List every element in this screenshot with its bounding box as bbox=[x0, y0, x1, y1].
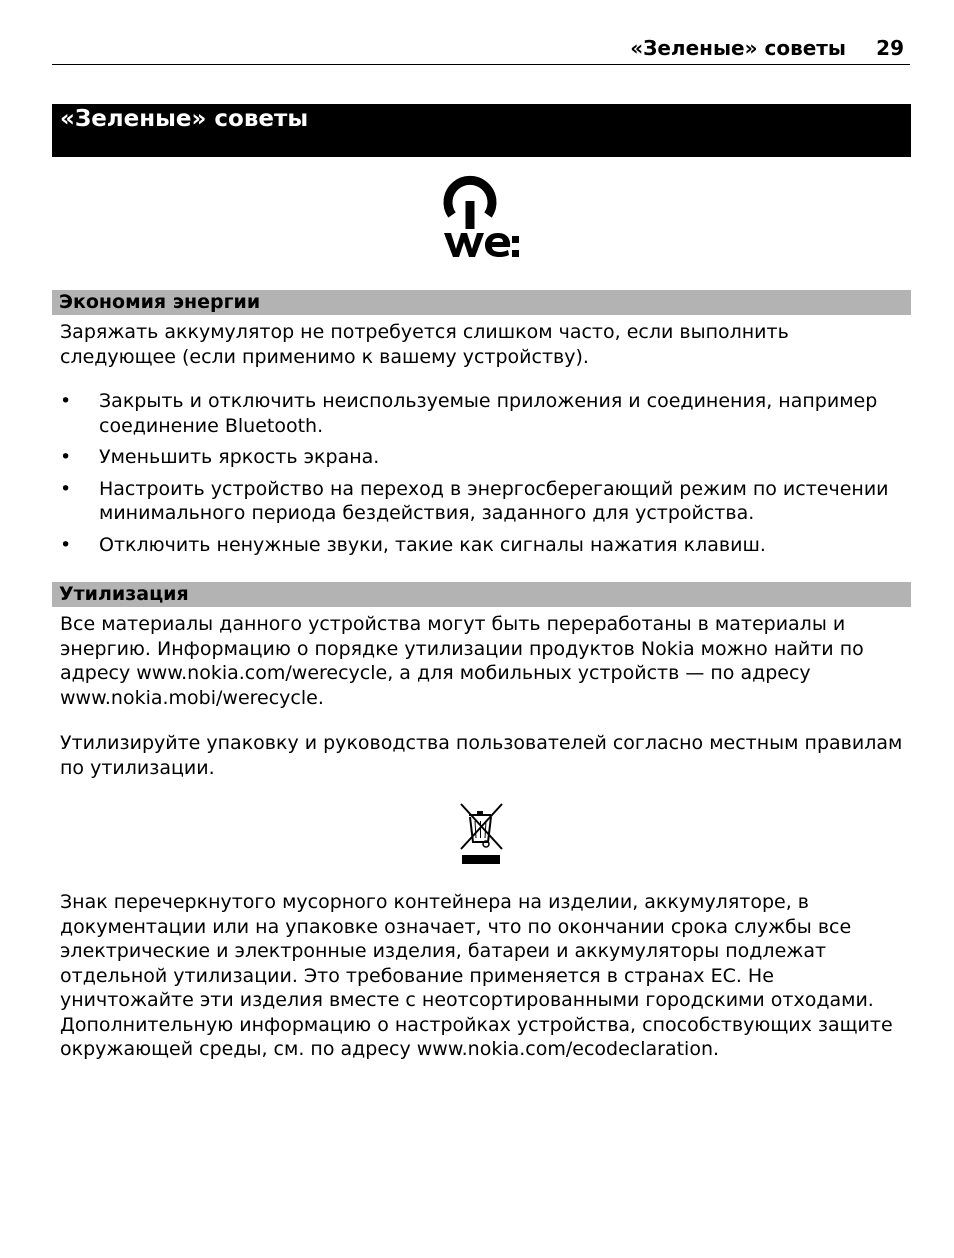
energy-intro: Заряжать аккумулятор не потребуется слишком часто, если выполнить следующее (если применимо к вашему устройству). bbox=[60, 321, 789, 368]
recycling-paragraph-3: Знак перечеркнутого мусорного контейнера на изделии, аккумуляторе, в документации или на упаковке означает, что по окончании срока службы все электрические и электронные изделия, батареи и аккумуляторы подлежат отдельной утилизации. Это требование применяется в странах ЕС. Не уничтожайте эти изделия вместе с неотсортированными городскими отходами. Дополнительную информацию о настройках устройства, способствующих защите окружающей среды, см. по адресу www.nokia.com/ecodeclaration. bbox=[60, 891, 893, 1060]
bullet: • bbox=[60, 477, 72, 500]
recycling-paragraph-2: Утилизируйте упаковку и руководства пользователей согласно местным правилам по утилизации. bbox=[60, 732, 903, 779]
list-item-text: Отключить ненужные звуки, такие как сигналы нажатия клавиш. bbox=[99, 533, 766, 556]
bullet: • bbox=[60, 390, 72, 412]
page-header bbox=[52, 34, 910, 65]
list-item-text: Закрыть и отключить неиспользуемые приложения и соединения, например соединение Bluetooth. bbox=[99, 390, 878, 437]
chapter-title-bar bbox=[52, 104, 911, 157]
section-title-recycling: Утилизация bbox=[59, 583, 189, 605]
running-title: «Зеленые» советы bbox=[630, 36, 846, 60]
list-item-text: Уменьшить яркость экрана. bbox=[99, 446, 380, 468]
chapter-title: «Зеленые» советы bbox=[60, 106, 309, 132]
recycling-paragraph-1: Все материалы данного устройства могут быть переработаны в материалы и энергию. Информацию о порядке утилизации продуктов Nokia можно найти по адресу www.nokia.com/werecycle, а для мобильных устройств — по адресу www.nokia.mobi/werecycle. bbox=[60, 613, 864, 709]
section-title-energy: Экономия энергии bbox=[59, 291, 261, 313]
crossed-out-wheelie-bin-icon bbox=[458, 802, 504, 866]
bullet: • bbox=[60, 446, 72, 468]
we-logo-icon bbox=[438, 175, 526, 265]
list-item bbox=[60, 533, 910, 558]
section-heading-energy bbox=[52, 290, 911, 315]
list-item-text: Настроить устройство на переход в энергосберегающий режим по истечении минимального периода бездействия, заданного для устройства. bbox=[99, 477, 889, 524]
page-number: 29 bbox=[876, 36, 904, 60]
list-item bbox=[60, 389, 910, 438]
list-item bbox=[60, 445, 910, 470]
bullet: • bbox=[60, 533, 72, 556]
section-heading-recycling bbox=[52, 582, 911, 607]
energy-tips-list bbox=[60, 389, 910, 564]
list-item bbox=[60, 477, 910, 526]
